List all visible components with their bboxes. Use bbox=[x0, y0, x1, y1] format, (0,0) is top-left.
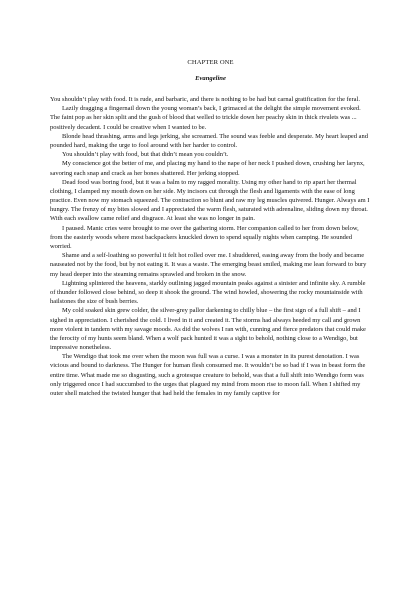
paragraph: You shouldn’t play with food, but that didn’t mean you couldn’t. bbox=[62, 151, 229, 159]
paragraph: Shame and a self-loathing so powerful it felt hot rolled over me. I shuddered, easing away from the body and became nauseated not by the food, but by not eating it. It was a waste. The emerging beast smiled, making me lean forward to bury my head deeper into the steaming remains sprawled and broken in the snow. bbox=[50, 252, 367, 278]
paragraph: My conscience got the better of me, and placing my hand to the nape of her neck I pushed down, crushing her larynx, savoring each snap and crack as her bones shattered. Her jerking stopped. bbox=[50, 160, 365, 177]
paragraph: My cold soaked skin grew colder, the silver-grey pallor darkening to chilly blue – the first sign of a full shift – and I sighed in appreciation. I cherished the cold. I lived in it and created it. The storms had always heeded my call and grown more violent in tandem with my savage moods. As did the wolves I ran with, cunning and fierce predators that could make the ferocity of my hunts seem bland. When a wolf pack hunted it was a sight to behold, nothing close to a Wendigo, but impressive nonetheless. bbox=[50, 307, 366, 352]
paragraph: You shouldn’t play with food. It is rude, and barbaric, and there is nothing to be had but carnal gratification for the feral. bbox=[50, 96, 360, 103]
chapter-body bbox=[50, 95, 371, 398]
paragraph: Lightning splintered the heavens, starkly outlining jagged mountain peaks against a sinister and infinite sky. A rumble of thunder followed close behind, so deep it shook the ground. The wind howled, showering the rocky mountainside with hailstones the size of bush berries. bbox=[50, 279, 366, 306]
paragraph: Dead food was boring food, but it was a balm to my ragged morality. Using my other hand to rip apart her thermal clothing, I clamped my mouth down on her side. My incisors cut through the flesh and ligaments with the ease of long practice. Even now my stomach squeezed. The contraction so blunt and raw my leg muscles quivered. Hunger. Always am I hungry. The frenzy of my bites slowed and I appreciated the warm flesh, saturated with adrenaline, sliding down my throat. With each swallow came relief and disgrace. At least she was no longer in pain. bbox=[50, 178, 370, 223]
paragraph: Lazily dragging a fingernail down the young woman’s back, I grimaced at the delight the simple movement evoked. The faint pop as her skin split and the gush of blood that welled to trickle down her peachy skin in thick rivulets was ... positively decadent. I could be creative when I wanted to be. bbox=[50, 105, 361, 131]
paragraph: Blonde head thrashing, arms and legs jerking, she screamed. The sound was feeble and desperate. My heart leaped and pounded hard, making the urge to fool around with her harder to control. bbox=[50, 132, 368, 149]
paragraph: I paused. Manic cries were brought to me over the gathering storm. Her companion called to her from down below, from the easterly woods where most backpackers knuckled down to spend squally nights when camping. He sounded worried. bbox=[50, 224, 359, 250]
paragraph: The Wendigo that took me over when the moon was full was a curse. I was a monster in its purest denotation. I was vicious and bound to darkness. The Hunger for human flesh consumed me. It wouldn’t be so bad if I was in beast form the entire time. What made me so disgusting, such a grotesque creature to behold, was that a full shift into Wendigo form was only triggered once I had succumbed to the urges that plagued my mind from moon rise to moon fall. When I shifted my outer shell matched the twisted hunger that had held the females in my family captive for bbox=[50, 353, 366, 397]
chapter-title: Evangeline bbox=[195, 75, 226, 82]
chapter-heading: CHAPTER ONE bbox=[187, 59, 234, 66]
